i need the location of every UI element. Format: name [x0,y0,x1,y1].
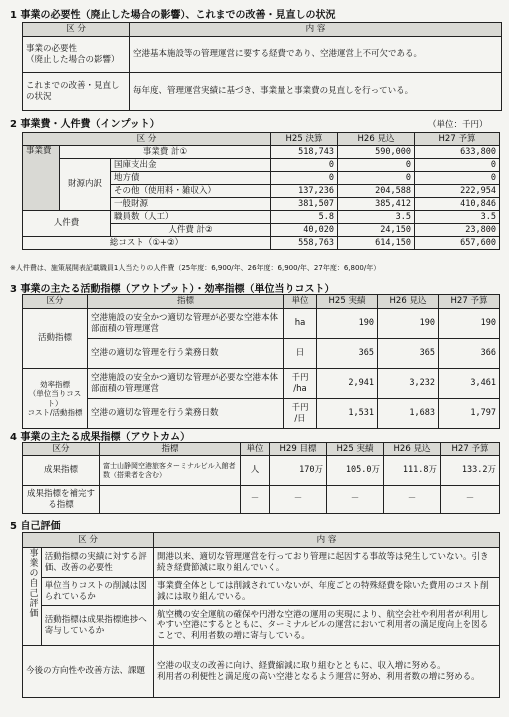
section1-title: 1 事業の必要性（廃止した場合の影響）、これまでの改善・見直しの状況 [10,10,336,21]
section4-title: 4 事業の主たる成果指標（アウトカム） [10,432,191,443]
header-content: 内 容 [130,23,502,37]
cost-table [22,132,500,250]
cell: 5.8 [271,211,338,224]
header-category: 区 分 [23,533,154,548]
header-h25: H25 決算 [271,133,338,146]
header-h27: H27 予算 [441,443,500,456]
jigyohi-label: 事業費 [23,146,60,211]
cell: 105.0万 [327,456,384,486]
cell: 2,941 [317,369,378,399]
cell: 633,800 [415,146,500,159]
cell: 0 [338,159,415,172]
cell: 111.8万 [384,456,441,486]
header-h27: H27 予算 [415,133,500,146]
cell: 190 [317,309,378,339]
header-category: 区 分 [23,23,130,37]
cell: 3,461 [439,369,500,399]
header-category: 区分 [23,295,88,309]
unit-label: （単位：千円） [428,120,488,130]
header-indicator: 指標 [100,443,241,456]
header-h26: H26 見込 [338,133,415,146]
header-h25: H25 実績 [327,443,384,456]
necessity-label: 事業の必要性 （廃止した場合の影響） [23,37,130,73]
cell: 614,150 [338,237,415,250]
cell: 365 [378,339,439,369]
self-eval-side-label: 事業の自己評価 [23,548,42,646]
unit: 日 [284,339,317,369]
jinkenhi-label: 人件費 [23,211,111,237]
unit: 人 [241,456,270,486]
indicator: 空港の適切な管理を行う業務日数 [88,399,284,429]
cell: 1,531 [317,399,378,429]
cell: 0 [415,172,500,185]
cell: 137,236 [271,185,338,198]
total-cost-label: 総コスト（①+②） [23,237,271,250]
cell: － [327,486,384,514]
improvement-label: これまでの改善・見直しの状況 [23,73,130,111]
self-eval-table [22,532,500,698]
cell: － [270,486,327,514]
eval-label: 活動指標は成果指標進捗へ寄与しているか [41,606,153,646]
eval-content: 開港以来、適切な管理運営を行っており管理に起因する事故等は発生していない。引き続き経費節減に取り組んでいく。 [154,548,500,578]
header-indicator: 指標 [88,295,284,309]
indicator: 空港施設の安全かつ適切な管理が必要な空港本体部面積の管理運営 [88,369,284,399]
cell: 3,232 [378,369,439,399]
section2-title: 2 事業費・人件費（インプット） [10,119,160,130]
cell: 204,588 [338,185,415,198]
header-h29: H29 目標 [270,443,327,456]
row-label: 地方債 [111,172,271,185]
eval-content: 事業費全体としては削減されていないが、年度ごとの特殊経費を除いた費用のコスト削減には取り組んでいる。 [154,578,500,606]
unit: ha [284,309,317,339]
outcome-table [22,442,500,514]
header-h25: H25 実績 [317,295,378,309]
cell: 590,000 [338,146,415,159]
eval-content: 航空機の安全運航の確保や円滑な空港の運用の実現により、航空会社や利用者が利用しやすい空港にするとともに、ターミナルビルの運営において利用者の満足度向上を図ることで、利用者数の増に寄与している。 [154,606,500,646]
cell: 0 [415,159,500,172]
cell: 0 [338,172,415,185]
improvement-content: 毎年度、管理運営実績に基づき、事業量と事業費の見直しを行っている。 [130,73,502,111]
cell: 365 [317,339,378,369]
cell: 381,507 [271,198,338,211]
cell: 1,797 [439,399,500,429]
cell: 558,763 [271,237,338,250]
cell: 410,846 [415,198,500,211]
row-label: 人件費 計② [111,224,271,237]
personnel-note: ※人件費は、施策展開表記載職員1人当たりの人件費（25年度：6,900/年、26年度：6,900/年、27年度：6,800/年） [10,264,381,272]
unit: － [241,486,270,514]
row-label: 一般財源 [111,198,271,211]
future-label: 今後の方向性や改善方法、課題 [23,646,154,698]
eval-label: 単位当りコストの削減は図られているか [41,578,153,606]
cell: 0 [271,172,338,185]
future-content: 空港の収支の改善に向け、経費縮減に取り組むとともに、収入増に努める。 利用者の利便性と満足度の高い空港となるよう運営に努め、利用者数の増に努める。 [154,646,500,698]
header-h27: H27 予算 [439,295,500,309]
cell: 24,150 [338,224,415,237]
unit: 千円 /ha [284,369,317,399]
header-content: 内 容 [154,533,500,548]
necessity-table [22,22,502,111]
cell: 385,412 [338,198,415,211]
header-h26: H26 見込 [384,443,441,456]
cell: 40,020 [271,224,338,237]
zaigen-label: 財源内訳 [60,159,111,211]
cell: 366 [439,339,500,369]
cell: － [384,486,441,514]
cell: － [441,486,500,514]
row-label: 職員数（人工） [111,211,271,224]
cell: 0 [271,159,338,172]
indicator [100,486,241,514]
activity-table [22,294,500,429]
supplement-label: 成果指標を補完する指標 [23,486,100,514]
row-label: 国庫支出金 [111,159,271,172]
cell: 657,600 [415,237,500,250]
cell: 1,683 [378,399,439,429]
cell: 222,954 [415,185,500,198]
unit: 千円 /日 [284,399,317,429]
indicator: 富士山静岡空港旅客ターミナルビル入館者数（搭乗者を含む） [100,456,241,486]
necessity-content: 空港基本施設等の管理運営に要する経費であり、空港運営上不可欠である。 [130,37,502,73]
header-category: 区分 [23,443,100,456]
cell: 23,800 [415,224,500,237]
efficiency-group: 効率指標 （単位当りコスト） コスト/活動指標 [23,369,88,429]
outcome-label: 成果指標 [23,456,100,486]
header-h26: H26 見込 [378,295,439,309]
activity-group: 活動指標 [23,309,88,369]
cell: 3.5 [338,211,415,224]
row-label: その他（使用料・雑収入） [111,185,271,198]
cell: 518,743 [271,146,338,159]
header-category: 区 分 [23,133,271,146]
row-label: 事業費 計① [60,146,271,159]
cell: 190 [378,309,439,339]
cell: 190 [439,309,500,339]
header-unit: 単位 [241,443,270,456]
indicator: 空港の適切な管理を行う業務日数 [88,339,284,369]
section5-title: 5 自己評価 [10,521,61,532]
cell: 133.2万 [441,456,500,486]
cell: 170万 [270,456,327,486]
header-unit: 単位 [284,295,317,309]
cell: 3.5 [415,211,500,224]
section3-title: 3 事業の主たる活動指標（アウトプット）・効率指標（単位当りコスト） [10,284,335,295]
eval-label: 活動指標の実績に対する評価、改善の必要性 [41,548,153,578]
indicator: 空港施設の安全かつ適切な管理が必要な空港本体部面積の管理運営 [88,309,284,339]
